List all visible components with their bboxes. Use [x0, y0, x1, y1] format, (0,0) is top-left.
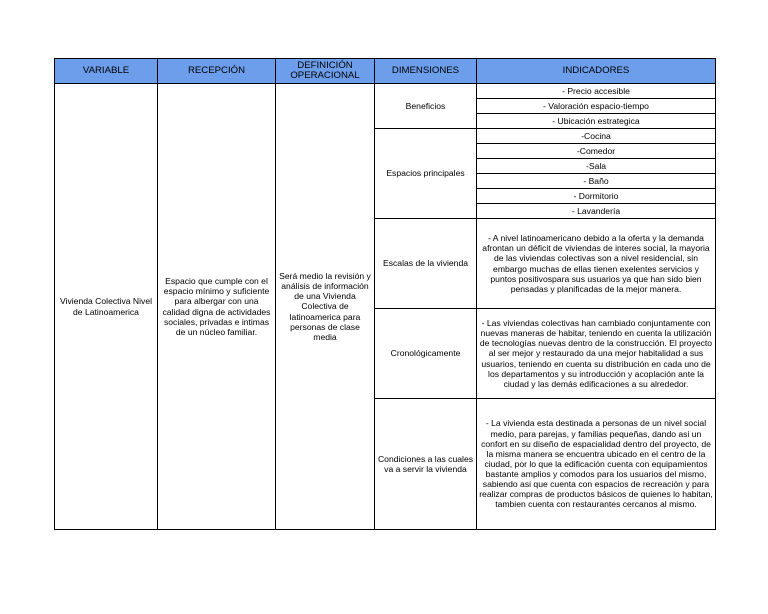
cell-variable: Vivienda Colectiva Nivel de Latinoamerica [55, 84, 158, 530]
indicator-cell: - A nivel latinoamericano debido a la oferta y la demanda afrontan un déficit de viviendas de interes social, la mayoria de las viviendas colectivas son a nivel residencial, sin embargo muchas de ellas tienen exelentes servicios y puntos positivospara sus usuarios ya que han sido bien pensadas y planificadas de la mejor manera. [477, 219, 716, 309]
indicator-cell: -Cocina [477, 129, 716, 144]
table-row [55, 84, 716, 99]
operationalization-table [54, 58, 716, 530]
header-recepcion: RECEPCIÓN [158, 59, 276, 84]
indicator-cell: - Las viviendas colectivas han cambiado conjuntamente con nuevas maneras de habitar, teniendo en cuenta la utilización de tecnologías nuevas dentro de la construcción. El proyecto al ser mejor y restaurado da una mejor habitalidad a sus usuarios, teniendo en cuenta su distribución en cada uno de los departamentos y su introducción y acoplación ante la ciudad y las demás edificaciones a su alrededor. [477, 309, 716, 399]
indicator-cell: - Dormitorio [477, 189, 716, 204]
header-row [55, 59, 716, 84]
cell-recepcion: Espacio que cumple con el espacio mínimo y suficiente para albergar con una calidad digna de actividades sociales, privadas e intimas de un núcleo familiar. [158, 84, 276, 530]
indicator-cell: - Ubicación estrategica [477, 114, 716, 129]
dimension-escalas-de-la-vivienda: Escalas de la vivienda [375, 219, 477, 309]
header-definicion-operacional: DEFINICIÓN OPERACIONAL [276, 59, 375, 84]
dimension-beneficios: Beneficios [375, 84, 477, 129]
cell-definicion: Será medio la revisión y análisis de información de una Vivienda Colectiva de latinoamerica para personas de clase media [276, 84, 375, 530]
header-indicadores: INDICADORES [477, 59, 716, 84]
indicator-cell: - Lavandería [477, 204, 716, 219]
header-variable: VARIABLE [55, 59, 158, 84]
indicator-cell: -Comedor [477, 144, 716, 159]
header-dimensiones: DIMENSIONES [375, 59, 477, 84]
dimension-condiciones: Condiciones a las cuales va a servir la vivienda [375, 399, 477, 530]
dimension-cronologicamente: Cronológicamente [375, 309, 477, 399]
dimension-espacios-principales: Espacios principales [375, 129, 477, 219]
indicator-cell: - Valoración espacio-tiempo [477, 99, 716, 114]
indicator-cell: - Baño [477, 174, 716, 189]
indicator-cell: - Precio accesible [477, 84, 716, 99]
indicator-cell: -Sala [477, 159, 716, 174]
indicator-cell: - La vivienda esta destinada a personas de un nivel social medio, para parejas, y familias pequeñas, dando asi un confort en su diseño de espacialidad dentro del proyecto, de la misma manera se encuentra ubicado en el centro de la ciudad, por lo que la edificación cuenta con equipamientos bastante amplios y comodos para los usuarios del mismo, sabiendo asi que cuenta con espacios de recreación y para realizar compras de productos básicos de quienes lo habitan, tambien cuenta con restaurantes cercanos al mismo. [477, 399, 716, 530]
